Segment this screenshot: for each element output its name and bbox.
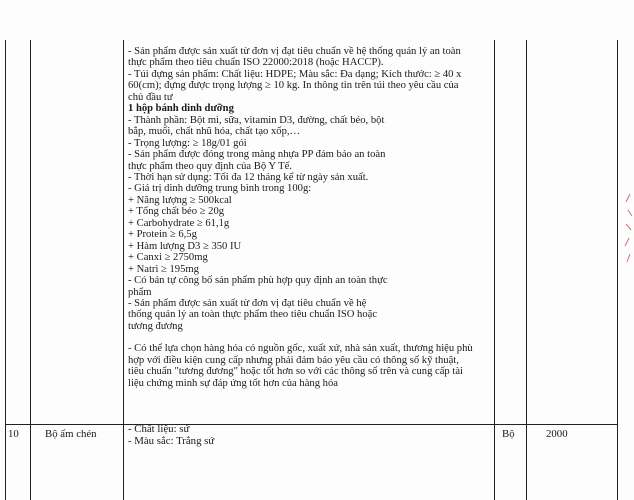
- table-border-left: [5, 40, 6, 500]
- description-line: thực phẩm theo quy định của Bộ Y Tế.: [128, 160, 292, 172]
- column-divider-3: [494, 40, 495, 500]
- item-quantity: 2000: [546, 428, 568, 440]
- description-line: + Năng lượng ≥ 500kcal: [128, 194, 232, 206]
- item-unit: Bộ: [502, 428, 515, 440]
- description-line: - Có bản tự công bố sản phẩm phù hợp quy định an toàn thực: [128, 275, 388, 287]
- description-line: bắp, muối, chất nhũ hóa, chất tạo xốp,…: [128, 126, 301, 138]
- table-border-right: [617, 40, 618, 500]
- description-line: + Natri ≥ 195mg: [128, 263, 199, 275]
- description-line: - Giá trị dinh dưỡng trung bình trong 100g:: [128, 183, 312, 195]
- item-name: Bộ ấm chén: [45, 428, 97, 440]
- description-line: + Carbohydrate ≥ 61,1g: [128, 217, 230, 229]
- description-blank-line: [128, 332, 494, 343]
- description-line: tiêu chuẩn "tương đương" hoặc tốt hơn so với các thông số trên và cung cấp tài: [128, 366, 463, 378]
- item-material: - Chất liệu: sứ: [128, 423, 190, 435]
- description-line: phẩm: [128, 286, 152, 298]
- description-line: - Sản phẩm được đóng trong màng nhựa PP đảm bảo an toàn: [128, 149, 386, 161]
- item-description: [128, 46, 494, 389]
- description-line: + Canxi ≥ 2750mg: [128, 252, 208, 264]
- column-divider-4: [526, 40, 527, 500]
- item-color: - Màu sắc: Trắng sứ: [128, 435, 215, 447]
- description-line: thực phẩm theo tiêu chuẩn ISO 22000:2018 (hoặc HACCP).: [128, 57, 384, 69]
- description-line: hợp với điều kiện cung cấp nhưng phải đảm bảo yêu cầu có thông số kỹ thuật,: [128, 354, 459, 366]
- description-line: - Thời hạn sử dụng: Tối đa 12 tháng kể từ ngày sản xuất.: [128, 171, 369, 183]
- description-line: chủ đầu tư: [128, 91, 173, 103]
- column-divider-1: [30, 40, 31, 500]
- description-line: tương đương: [128, 320, 183, 332]
- description-line: - Sản phẩm được sản xuất từ đơn vị đạt tiêu chuẩn về hệ thống quản lý an toàn: [128, 46, 461, 57]
- description-line: liệu chứng minh sự đáp ứng tốt hơn của hàng hóa: [128, 377, 338, 389]
- description-heading: 1 hộp bánh dinh dưỡng: [128, 103, 234, 115]
- description-line: - Thành phần: Bột mì, sữa, vitamin D3, đường, chất béo, bột: [128, 114, 385, 126]
- stamp-mark: [620, 190, 634, 270]
- description-line: 60(cm); đựng được trọng lượng ≥ 10 kg. In thông tin trên túi theo yêu cầu của: [128, 80, 459, 92]
- description-line: - Túi đựng sản phẩm: Chất liệu: HDPE; Màu sắc: Đa dạng; Kích thước: ≥ 40 x: [128, 68, 462, 80]
- row-number: 10: [8, 428, 19, 440]
- description-line: - Sản phẩm được sản xuất từ đơn vị đạt tiêu chuẩn về hệ: [128, 297, 367, 309]
- description-line: + Protein ≥ 6,5g: [128, 229, 197, 241]
- description-line: + Hàm lượng D3 ≥ 350 IU: [128, 240, 242, 252]
- row-divider: [5, 424, 618, 425]
- column-divider-2: [123, 40, 124, 500]
- description-line: - Trọng lượng: ≥ 18g/01 gói: [128, 137, 247, 149]
- description-line: - Có thể lựa chọn hàng hóa có nguồn gốc, xuất xứ, nhà sản xuất, thương hiệu phù: [128, 343, 473, 355]
- description-line: thống quản lý an toàn thực phẩm theo tiêu chuẩn ISO hoặc: [128, 309, 378, 321]
- description-line: + Tổng chất béo ≥ 20g: [128, 206, 225, 218]
